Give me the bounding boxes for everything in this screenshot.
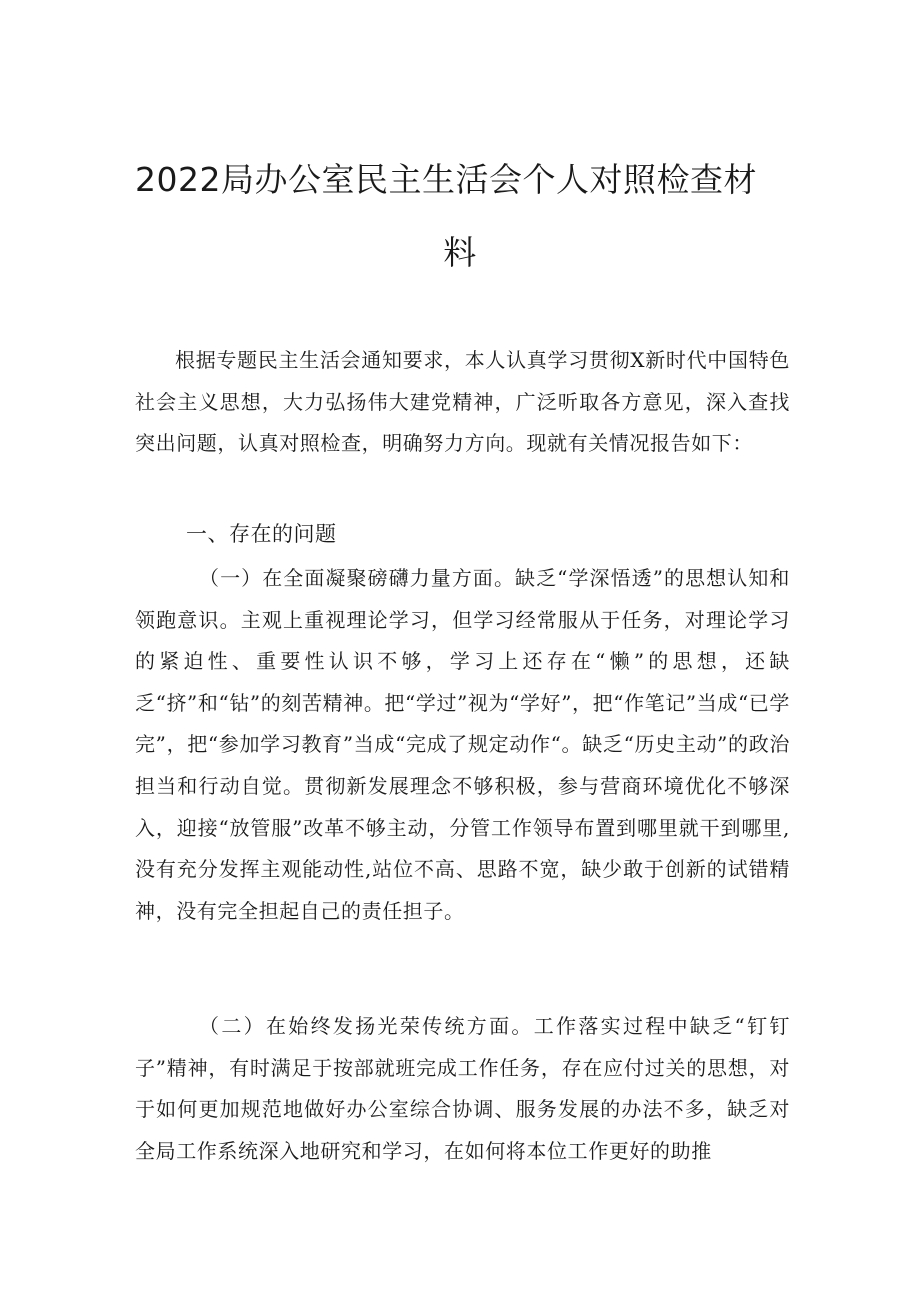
document-title-line2: 料 xyxy=(443,233,477,272)
document-title-line1: 2022局办公室民主生活会个人对照检查材 xyxy=(135,160,757,199)
section-item-2-paragraph: （二）在始终发扬光荣传统方面。工作落实过程中缺乏“钉钉子”精神，有时满足于按部就班完成工作任务，存在应付过关的思想，对于如何更加规范地做好办公室综合协调、服务发展的办法不多，缺乏对全局工作系统深入地研究和学习，在如何将本位工作更好的助推 xyxy=(135,1014,790,1163)
section-item-1-paragraph: （一）在全面凝聚磅礴力量方面。缺乏“学深悟透”的思想认知和领跑意识。主观上重视理论学习，但学习经常服从于任务，对理论学习的紧迫性、重要性认识不够，学习上还存在“懒”的思想，还缺乏“挤”和“钻”的刻苦精神。把“学过”视为“学好”，把“作笔记”当成“已学完”，把“参加学习教育”当成“完成了规定动作“。缺乏“历史主动”的政治担当和行动自觉。贯彻新发展理念不够积极，参与营商环境优化不够深入，迎接“放管服”改革不够主动，分管工作领导布置到哪里就干到哪里,没有充分发挥主观能动性,站位不高、思路不宽，缺少敢于创新的试错精神，没有完全担起自己的责任担子。 xyxy=(135,566,790,923)
section-heading: 一、存在的问题 xyxy=(186,522,337,546)
intro-paragraph: 根据专题民主生活会通知要求，本人认真学习贯彻X新时代中国特色社会主义思想，大力弘扬伟大建党精神，广泛听取各方意见，深入查找突出问题，认真对照检查，明确努力方向。现就有关情况报告如下： xyxy=(135,348,790,456)
